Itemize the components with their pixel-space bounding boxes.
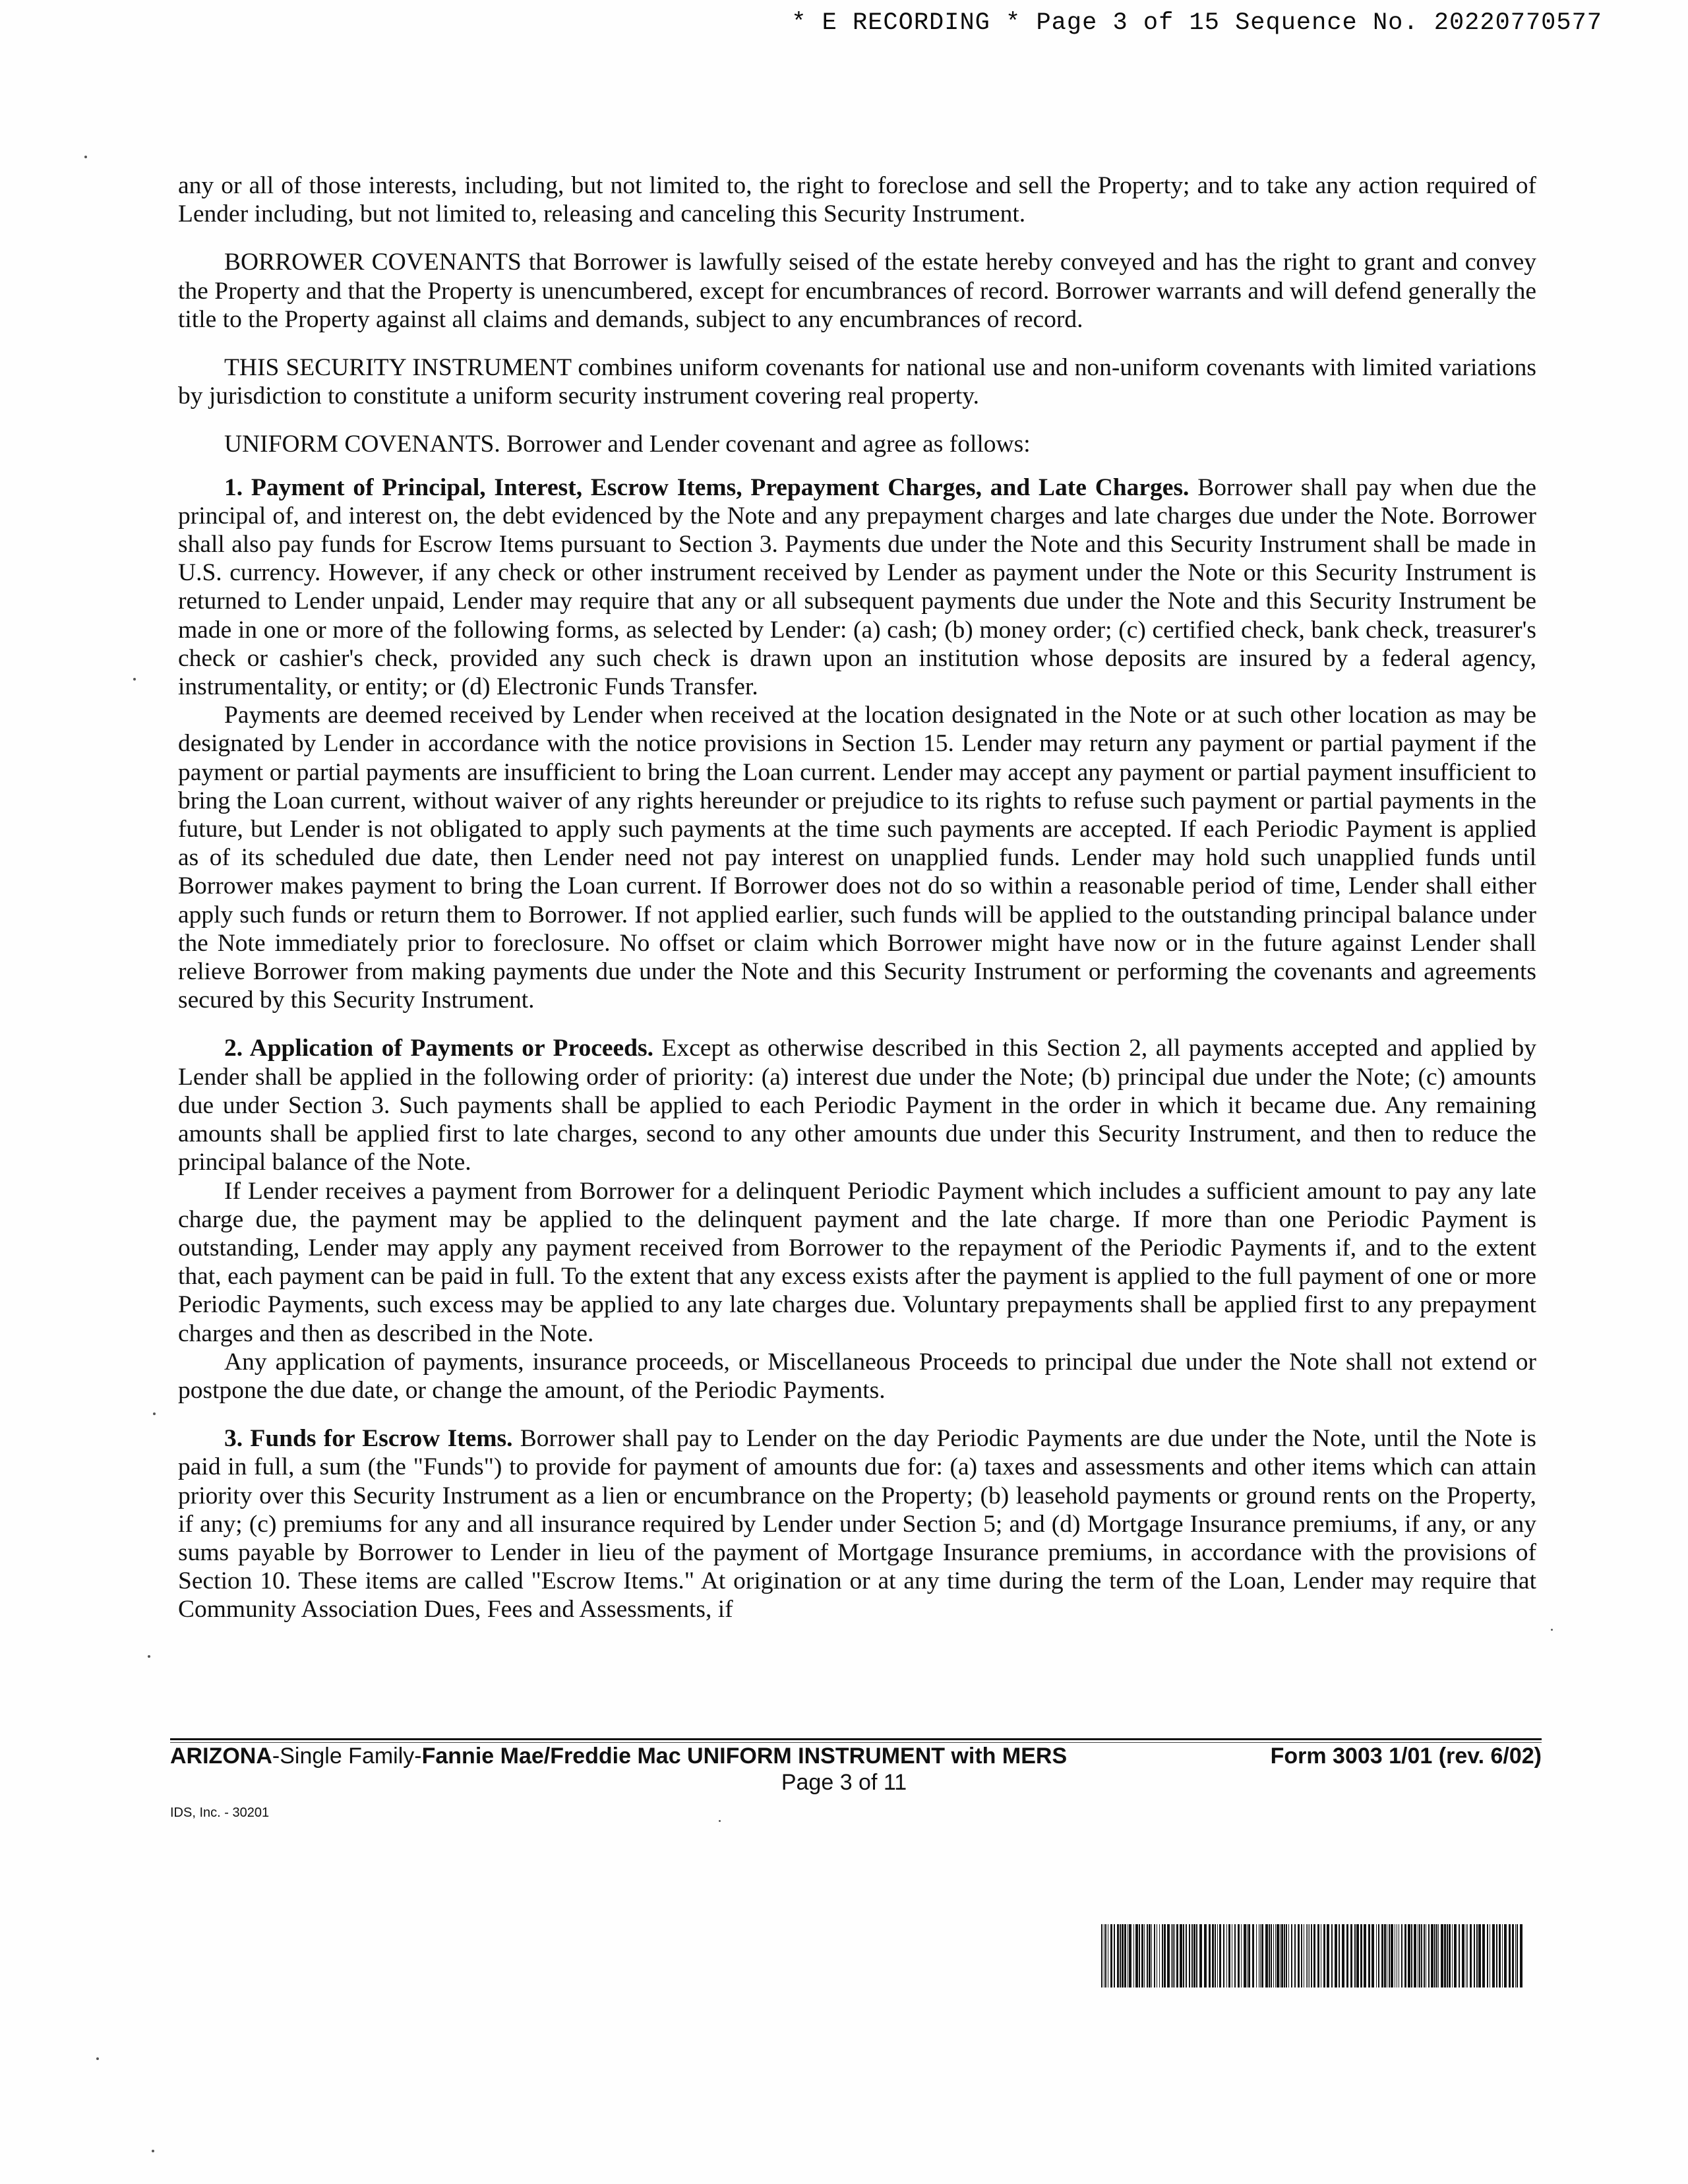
barcode-bar bbox=[1434, 1924, 1435, 1987]
barcode-bar bbox=[1354, 1924, 1356, 1987]
barcode-bar bbox=[1294, 1924, 1296, 1987]
barcode-bar bbox=[1323, 1924, 1325, 1987]
barcode-bar bbox=[1124, 1924, 1126, 1987]
barcode-bar bbox=[1241, 1924, 1242, 1987]
barcode-bar bbox=[1462, 1924, 1464, 1987]
barcode-bar bbox=[1252, 1924, 1254, 1987]
barcode-bar bbox=[1141, 1924, 1143, 1987]
barcode-bar bbox=[1447, 1924, 1448, 1987]
barcode-bar bbox=[1226, 1924, 1227, 1987]
footer-form-number: Form 3003 1/01 (rev. 6/02) bbox=[1270, 1744, 1542, 1769]
barcode-bar bbox=[1364, 1924, 1366, 1987]
paragraph-delinquent-payment bbox=[178, 1177, 1536, 1348]
barcode-bar bbox=[1244, 1924, 1246, 1987]
barcode-bar bbox=[1499, 1924, 1501, 1987]
barcode-bar bbox=[1196, 1924, 1197, 1987]
barcode-bar bbox=[1317, 1924, 1319, 1987]
barcode-bar bbox=[1309, 1924, 1310, 1987]
barcode-bar bbox=[1135, 1924, 1138, 1987]
paragraph-text: Borrower shall pay when due the principal of, and interest on, the debt evidenced by the Note and any prepayment charges and late charges due under the Note. Borrower shall also pay funds for Escrow Items pursuant to Section 3. Payments due under the Note and this Security Instrument shall be made in U.S. currency. However, if any check or other instrument received by Lender as payment under the Note or this Security Instrument is returned to Lender unpaid, Lender may require that any or all subsequent payments due under the Note and this Security Instrument be made in one or more of the following forms, as selected by Lender: (a) cash; (b) money order; (c) certified check, bank check, treasurer's check or cashier's check, provided any such check is drawn upon an institution whose deposits are insured by a federal agency, instrumentality, or entity; or (d) Electronic Funds Transfer. bbox=[178, 473, 1536, 701]
scan-speck bbox=[719, 1820, 721, 1822]
barcode-bar bbox=[1217, 1924, 1218, 1987]
barcode-bar bbox=[1487, 1924, 1488, 1987]
scan-speck bbox=[84, 156, 87, 158]
barcode-bar bbox=[1421, 1924, 1422, 1987]
paragraph-application-proceeds bbox=[178, 1348, 1536, 1405]
paragraph-continuation bbox=[178, 171, 1536, 228]
barcode-bar bbox=[1389, 1924, 1390, 1987]
barcode-bar bbox=[1129, 1924, 1131, 1987]
document-body bbox=[178, 171, 1536, 1624]
barcode-bar bbox=[1438, 1924, 1439, 1987]
barcode-bar bbox=[1496, 1924, 1497, 1987]
scan-speck bbox=[148, 1655, 150, 1658]
barcode-bar bbox=[1228, 1924, 1230, 1987]
barcode-bar bbox=[1368, 1924, 1370, 1987]
barcode-bar bbox=[1151, 1924, 1152, 1987]
barcode-bar bbox=[1162, 1924, 1163, 1987]
barcode-bar bbox=[1512, 1924, 1514, 1987]
barcode-image bbox=[1101, 1924, 1523, 1987]
barcode-bar bbox=[1301, 1924, 1302, 1987]
barcode-bar bbox=[1449, 1924, 1451, 1987]
barcode-bar bbox=[1502, 1924, 1503, 1987]
barcode-bar bbox=[1199, 1924, 1202, 1987]
barcode-bar bbox=[1265, 1924, 1268, 1987]
barcode-bar bbox=[1346, 1924, 1348, 1987]
barcode-bar bbox=[1504, 1924, 1507, 1987]
barcode-bar bbox=[1277, 1924, 1279, 1987]
barcode-bar bbox=[1408, 1924, 1410, 1987]
paragraph-text: Any application of payments, insurance proceeds, or Miscellaneous Proceeds to principal due under the Note shall not extend or postpone the due date, or change the amount, of the Periodic Payments. bbox=[178, 1348, 1536, 1404]
barcode-bar bbox=[1313, 1924, 1315, 1987]
barcode-bar bbox=[1234, 1924, 1236, 1987]
barcode-bar bbox=[1436, 1924, 1437, 1987]
paragraph-uniform-covenants bbox=[178, 430, 1536, 458]
barcode-bar bbox=[1482, 1924, 1485, 1987]
barcode-bar bbox=[1492, 1924, 1495, 1987]
barcode-bar bbox=[1350, 1924, 1352, 1987]
barcode-bar bbox=[1159, 1924, 1160, 1987]
barcode-bar bbox=[1311, 1924, 1312, 1987]
footer-instrument-title bbox=[170, 1744, 1067, 1769]
scan-speck bbox=[96, 2057, 99, 2060]
barcode-bar bbox=[1327, 1924, 1329, 1987]
barcode-bar bbox=[1271, 1924, 1272, 1987]
footer-state: ARIZONA bbox=[170, 1744, 272, 1769]
barcode-bar bbox=[1444, 1924, 1446, 1987]
barcode-bar bbox=[1467, 1924, 1468, 1987]
barcode-bar bbox=[1356, 1924, 1359, 1987]
barcode-bar bbox=[1139, 1924, 1140, 1987]
barcode-bar bbox=[1291, 1924, 1292, 1987]
barcode-bar bbox=[1223, 1924, 1224, 1987]
barcode-bar bbox=[1260, 1924, 1261, 1987]
barcode-bar bbox=[1219, 1924, 1221, 1987]
barcode-bar bbox=[1144, 1924, 1145, 1987]
section-heading: 1. Payment of Principal, Interest, Escrow Items, Prepayment Charges, and Late Charges. bbox=[224, 473, 1190, 501]
barcode-bar bbox=[1401, 1924, 1402, 1987]
barcode-bar bbox=[1209, 1924, 1211, 1987]
barcode-bar bbox=[1306, 1924, 1307, 1987]
barcode-bar bbox=[1120, 1924, 1121, 1987]
barcode-bar bbox=[1186, 1924, 1187, 1987]
barcode-bar bbox=[1391, 1924, 1393, 1987]
barcode-bar bbox=[1215, 1924, 1216, 1987]
barcode-bar bbox=[1520, 1924, 1522, 1987]
barcode-bar bbox=[1381, 1924, 1383, 1987]
barcode-bar bbox=[1459, 1924, 1460, 1987]
barcode-bar bbox=[1376, 1924, 1377, 1987]
barcode-bar bbox=[1431, 1924, 1433, 1987]
barcode-bar bbox=[1147, 1924, 1148, 1987]
barcode-bar bbox=[1193, 1924, 1195, 1987]
barcode-bar bbox=[1212, 1924, 1214, 1987]
barcode-bar bbox=[1273, 1924, 1274, 1987]
barcode-bar bbox=[1176, 1924, 1178, 1987]
barcode-bar bbox=[1331, 1924, 1333, 1987]
section-3-escrow bbox=[178, 1424, 1536, 1623]
paragraph-security-instrument bbox=[178, 353, 1536, 410]
paragraph-text: BORROWER COVENANTS that Borrower is lawfully seised of the estate hereby conveyed and has the right to grant and convey the Property and that the Property is unencumbered, except for encumbrances of record. Borrower warrants and will defend generally the title to the Property against all claims and demands, subject to any encumbrances of record. bbox=[178, 249, 1536, 333]
barcode-bar bbox=[1414, 1924, 1416, 1987]
footer-family-type: -Single Family- bbox=[272, 1744, 422, 1769]
barcode-bar bbox=[1180, 1924, 1182, 1987]
section-1-payment bbox=[178, 473, 1536, 702]
barcode-bar bbox=[1171, 1924, 1172, 1987]
barcode-bar bbox=[1411, 1924, 1412, 1987]
barcode-bar bbox=[1183, 1924, 1184, 1987]
scan-speck bbox=[153, 1412, 156, 1415]
footer-page-number: Page 3 of 11 bbox=[781, 1770, 907, 1795]
barcode-bar bbox=[1288, 1924, 1289, 1987]
scan-speck bbox=[133, 678, 136, 681]
paragraph-text: Payments are deemed received by Lender when received at the location designated in the Note or at such other location as may be designated by Lender in accordance with the notice provisions in Section 15. Lender may return any payment or partial payment if the payment or partial payments are insufficient to bring the Loan current. Lender may accept any payment or partial payment insufficient to bring the Loan current, without waiver of any rights hereunder or prejudice to its rights to refuse such payment or partial payments in the future, but Lender is not obligated to apply such payments at the time such payments are accepted. If each Periodic Payment is applied as of its scheduled due date, then Lender need not pay interest on unapplied funds. Lender may hold such unapplied funds until Borrower makes payment to bring the Loan current. If Borrower does not do so within a reasonable period of time, Lender shall either apply such funds or return them to Borrower. If not applied earlier, such funds will be applied to the outstanding principal balance under the Note immediately prior to foreclosure. No offset or claim which Borrower might have now or in the future against Lender shall relieve Borrower from making payments due under the Note and this Security Instrument or performing the covenants and agreements secured by this Security Instrument. bbox=[178, 702, 1536, 1014]
paragraph-text: Borrower shall pay to Lender on the day Periodic Payments are due under the Note, until the Note is paid in full, a sum (the "Funds") to provide for payment of amounts due for: (a) taxes and assessments and other items which can attain priority over this Security Instrument as a lien or encumbrance on the Property; (b) leasehold payments or ground rents on the Property, if any; (c) premiums for any and all insurance required by Lender under Section 5; and (d) Mortgage Insurance premiums, if any, or any sums payable by Borrower to Lender in lieu of the payment of Mortgage Insurance premiums, in accordance with the provisions of Section 10. These items are called "Escrow Items." At origination or at any time during the term of the Loan, Lender may require that Community Association Dues, Fees and Assessments, if bbox=[178, 1425, 1536, 1623]
barcode-bar bbox=[1284, 1924, 1285, 1987]
footer-rule bbox=[170, 1738, 1542, 1740]
paragraph-text: any or all of those interests, including, but not limited to, the right to foreclose and sell the Property; and to take any action required of Lender including, but not limited to, releasing and canceling this Security Instrument. bbox=[178, 172, 1536, 228]
barcode-bar bbox=[1441, 1924, 1443, 1987]
footer-rule-thin bbox=[170, 1742, 1542, 1743]
barcode-bar bbox=[1476, 1924, 1478, 1987]
paragraph-text: Except as otherwise described in this Section 2, all payments accepted and applied by Lender shall be applied in the following order of priority: (a) interest due under the Note; (b) principal due under the Note; (c) amounts due under Section 3. Such payments shall be applied to each Periodic Payment in the order in which it became due. Any remaining amounts shall be applied first to late charges, second to any other amounts due under this Security Instrument, and then to reduce the principal balance of the Note. bbox=[178, 1035, 1536, 1176]
barcode-bar bbox=[1256, 1924, 1257, 1987]
barcode-bar bbox=[1517, 1924, 1518, 1987]
barcode-bar bbox=[1247, 1924, 1248, 1987]
barcode-bar bbox=[1428, 1924, 1430, 1987]
barcode-bar bbox=[1478, 1924, 1481, 1987]
barcode-bar bbox=[1114, 1924, 1115, 1987]
scan-speck bbox=[152, 2150, 154, 2152]
barcode-bar bbox=[1474, 1924, 1475, 1987]
barcode-bar bbox=[1298, 1924, 1300, 1987]
barcode-bar bbox=[1149, 1924, 1151, 1987]
scan-speck bbox=[1551, 1629, 1553, 1631]
barcode-bar bbox=[1452, 1924, 1453, 1987]
barcode-bar bbox=[1248, 1924, 1250, 1987]
section-heading: 3. Funds for Escrow Items. bbox=[224, 1425, 513, 1453]
barcode-bar bbox=[1174, 1924, 1175, 1987]
barcode-bar bbox=[1372, 1924, 1374, 1987]
barcode-bar bbox=[1164, 1924, 1166, 1987]
barcode-bar bbox=[1339, 1924, 1340, 1987]
barcode-bar bbox=[1280, 1924, 1281, 1987]
barcode-bar bbox=[1378, 1924, 1379, 1987]
barcode-bar bbox=[1281, 1924, 1283, 1987]
barcode-bar bbox=[1191, 1924, 1193, 1987]
barcode-bar bbox=[1172, 1924, 1174, 1987]
footer-instrument: Fannie Mae/Freddie Mac UNIFORM INSTRUMENT with MERS bbox=[421, 1744, 1068, 1769]
section-heading: 2. Application of Payments or Proceeds. bbox=[224, 1035, 653, 1062]
barcode-bar bbox=[1384, 1924, 1386, 1987]
paragraph-borrower-covenants bbox=[178, 248, 1536, 334]
barcode-bar bbox=[1117, 1924, 1119, 1987]
barcode-bar bbox=[1122, 1924, 1124, 1987]
barcode-bar bbox=[1360, 1924, 1362, 1987]
paragraph-text: THIS SECURITY INSTRUMENT combines uniform covenants for national use and non-uniform covenants with limited variations by jurisdiction to constitute a uniform security instrument covering real property. bbox=[178, 354, 1536, 410]
barcode-bar bbox=[1419, 1924, 1420, 1987]
barcode-bar bbox=[1342, 1924, 1344, 1987]
barcode-bar bbox=[1470, 1924, 1472, 1987]
barcode-bar bbox=[1110, 1924, 1112, 1987]
barcode-bar bbox=[1105, 1924, 1106, 1987]
paragraph-payments-received bbox=[178, 701, 1536, 1014]
barcode-bar bbox=[1509, 1924, 1511, 1987]
barcode-bar bbox=[1133, 1924, 1134, 1987]
barcode-bar bbox=[1335, 1924, 1337, 1987]
barcode-bar bbox=[1454, 1924, 1457, 1987]
barcode-bar bbox=[1269, 1924, 1270, 1987]
barcode-bar bbox=[1515, 1924, 1516, 1987]
recording-header: * E RECORDING * Page 3 of 15 Sequence No. 20220770577 bbox=[791, 9, 1602, 37]
section-2-application bbox=[178, 1034, 1536, 1176]
paragraph-text: UNIFORM COVENANTS. Borrower and Lender covenant and agree as follows: bbox=[224, 431, 1031, 458]
barcode-bar bbox=[1261, 1924, 1263, 1987]
barcode-bar bbox=[1404, 1924, 1406, 1987]
barcode-bar bbox=[1101, 1924, 1102, 1987]
barcode-bar bbox=[1189, 1924, 1190, 1987]
barcode-bar bbox=[1424, 1924, 1425, 1987]
ids-label: IDS, Inc. - 30201 bbox=[170, 1805, 270, 1820]
barcode-bar bbox=[1204, 1924, 1207, 1987]
barcode-bar bbox=[1238, 1924, 1240, 1987]
barcode-bar bbox=[1286, 1924, 1287, 1987]
barcode-bar bbox=[1154, 1924, 1155, 1987]
barcode-bar bbox=[1167, 1924, 1170, 1987]
barcode-bar bbox=[1275, 1924, 1276, 1987]
paragraph-text: If Lender receives a payment from Borrower for a delinquent Periodic Payment which includes a sufficient amount to pay any late charge due, the payment may be applied to the delinquent payment and the late charge. If more than one Periodic Payment is outstanding, Lender may apply any payment received from Borrower to the repayment of the Periodic Payments if, and to the extent that, each payment can be paid in full. To the extent that any excess exists after the payment is applied to the full payment of one or more Periodic Payments, such excess may be applied to any late charges due. Voluntary prepayments shall be applied first to any prepayment charges and then as described in the Note. bbox=[178, 1177, 1536, 1347]
